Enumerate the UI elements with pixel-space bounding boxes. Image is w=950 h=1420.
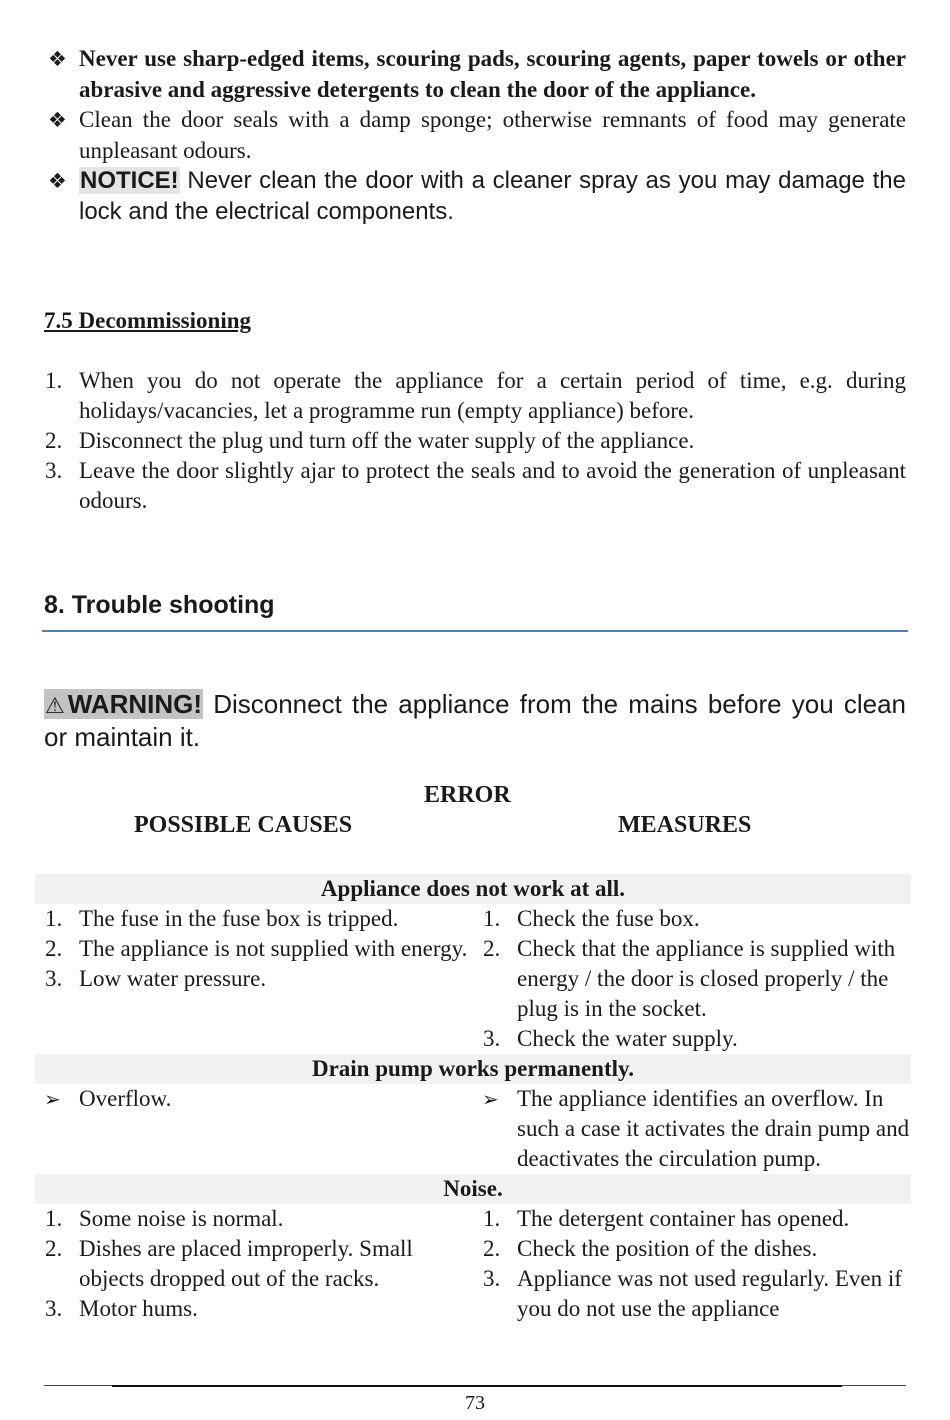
cause-text: Low water pressure. [79,966,267,991]
measures-cell [473,1204,911,1324]
item-number: 2. [483,936,501,961]
cause-text: Some noise is normal. [79,1206,284,1231]
error-row [35,1204,911,1324]
measures-cell [473,1084,911,1174]
measure-text: Check that the appliance is supplied with energy / the door is closed properly / the plug is in the socket. [517,936,896,1021]
footer-divider-thick [112,1385,842,1387]
column-header-error: ERROR [424,782,511,808]
notice-text: Never clean the door with a cleaner spray as you may damage the lock and the electrical components. [79,167,906,225]
error-band: Appliance does not work at all. [35,874,911,904]
measure-text: The detergent container has opened. [517,1206,850,1231]
cause-item [35,934,473,964]
measure-item [473,1084,911,1174]
diamond-bullet-icon: ❖ [48,108,67,132]
item-number: 3. [483,1266,501,1291]
bullet-text: Never use sharp-edged items, scouring pads, scouring agents, paper towels or other abrasive and aggressive detergents to clean the door of the appliance. [79,46,906,102]
bullet-text: Clean the door seals with a damp sponge; otherwise remnants of food may generate unpleasant odours. [79,107,906,163]
cause-item [35,964,473,994]
causes-cell [35,904,473,1054]
error-row [35,904,911,1054]
measure-text: Check the fuse box. [517,906,700,931]
measure-item [473,1234,911,1264]
measure-text: Appliance was not used regularly. Even if you do not use the appliance [517,1266,902,1321]
item-number: 2. [45,936,63,961]
cause-text: Dishes are placed improperly. Small objects dropped out of the racks. [79,1236,413,1291]
cause-text: The fuse in the fuse box is tripped. [79,906,399,931]
cause-item [35,1294,473,1324]
error-band: Noise. [35,1174,911,1204]
item-number: 2. [483,1236,501,1261]
document-page [44,44,910,1321]
arrow-bullet-icon: ➢ [482,1087,499,1111]
item-text: Disconnect the plug und turn off the water supply of the appliance. [79,428,695,453]
warning-badge [44,689,203,719]
cause-item [35,1204,473,1234]
cause-item [35,904,473,934]
item-number: 1. [45,368,63,393]
warning-triangle-icon: ⚠ [45,694,68,719]
diamond-bullet-icon: ❖ [48,169,67,193]
item-number: 2. [45,428,63,453]
item-number: 3. [45,458,63,483]
error-row [35,1084,911,1174]
item-text: Leave the door slightly ajar to protect the seals and to avoid the generation of unpleasant odours. [79,458,906,513]
error-band: Drain pump works permanently. [35,1054,911,1084]
section-heading-decommissioning: 7.5 Decommissioning [44,308,251,333]
decommissioning-list [44,366,906,516]
heading-divider [42,630,908,632]
cause-text: Overflow. [79,1086,172,1111]
trouble-shooting-table [35,874,911,1324]
list-item [44,456,906,516]
cleaning-notes [44,44,906,227]
item-number: 1. [483,906,501,931]
measure-item [473,1204,911,1234]
measure-item [473,1024,911,1054]
item-number: 3. [483,1026,501,1051]
column-header-causes: POSSIBLE CAUSES [134,812,353,838]
cause-item [35,1234,473,1294]
measure-text: Check the position of the dishes. [517,1236,818,1261]
page-number: 73 [465,1392,485,1414]
item-number: 2. [45,1236,63,1261]
arrow-bullet-icon: ➢ [44,1087,61,1111]
diamond-bullet-icon: ❖ [48,47,67,71]
column-header-measures: MEASURES [618,812,752,838]
item-number: 1. [45,906,63,931]
notice-label: NOTICE! [80,167,179,194]
bullet-abrasive-warning [44,44,906,105]
warning-label: WARNING! [67,689,203,719]
item-number: 1. [483,1206,501,1231]
bullet-notice [44,166,906,227]
measure-text: Check the water supply. [517,1026,738,1051]
list-item [44,366,906,426]
causes-cell [35,1084,473,1174]
list-item [44,426,906,456]
cause-text: Motor hums. [79,1296,198,1321]
cause-item [35,1084,473,1114]
bullet-door-seals [44,105,906,166]
measure-text: The appliance identifies an overflow. In such a case it activates the drain pump and deactivates the circulation pump. [517,1086,910,1171]
item-number: 1. [45,1206,63,1231]
item-number: 3. [45,966,63,991]
section-heading-trouble-shooting: 8. Trouble shooting [44,591,275,619]
measure-item [473,934,911,1024]
item-text: When you do not operate the appliance for a certain period of time, e.g. during holidays/vacancies, let a programme run (empty appliance) before. [79,368,906,423]
warning-text: Disconnect the appliance from the mains before you clean or maintain it. [44,689,906,752]
measure-item [473,904,911,934]
measures-cell [473,904,911,1054]
cause-text: The appliance is not supplied with energy. [79,936,468,961]
item-number: 3. [45,1296,63,1321]
warning-paragraph [44,689,906,753]
measure-item [473,1264,911,1324]
causes-cell [35,1204,473,1324]
